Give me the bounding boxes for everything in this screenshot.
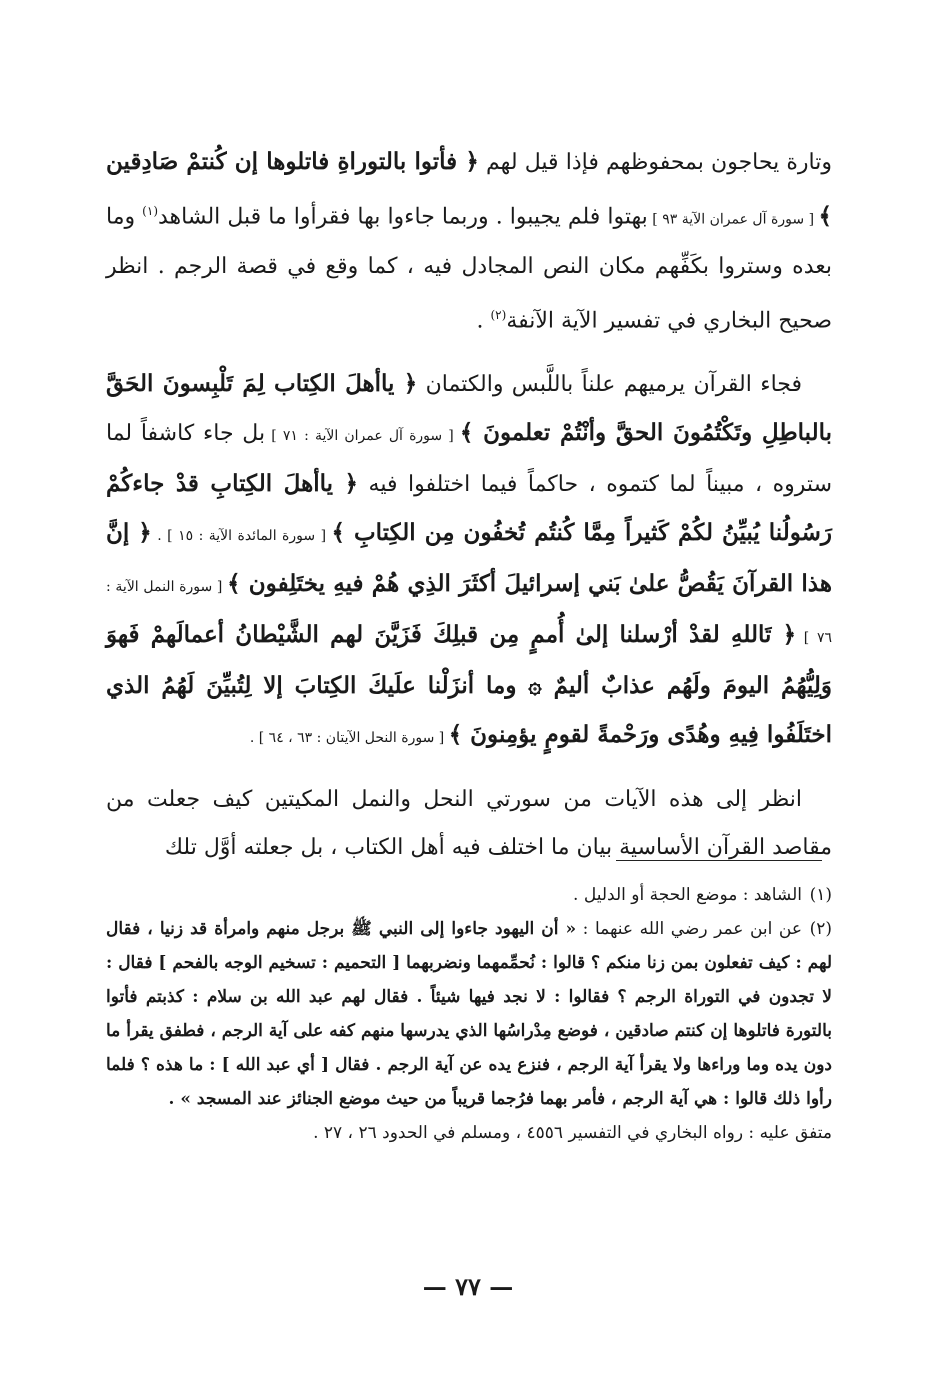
footnote-marker: (١)	[142, 204, 158, 218]
footnote-number: (١)	[809, 885, 832, 905]
paragraph-3	[106, 776, 832, 872]
text: وما بعده وستروا بكَفِّهم مكان النص المجادل فيه ، كما وقع في قصة الرجم . انظر صحيح البخاري في تفسير الآية الآنفة	[106, 204, 832, 334]
text: بل جاء كاشفاً لما ستروه ، مبيناً لما كتموه ، حاكماً فيما اختلفوا فيه	[106, 420, 832, 497]
paragraph-1	[106, 138, 832, 346]
text: .	[476, 308, 491, 334]
verse-reference: [ سورة المائدة الآية : ١٥ ] .	[151, 527, 332, 544]
footnote-1	[106, 878, 832, 912]
verse-reference: [ سورة النمل الآية : ٧٦ ]	[106, 578, 832, 646]
footnote-divider	[616, 860, 822, 861]
text: بهتوا فلم يجيبوا . وربما جاءوا بها فقرأوا ما قبل الشاهد	[158, 204, 648, 230]
quran-quote: ﴿ تَاللهِ لقدْ أرْسلنا إلىٰ أُممٍ مِن قبلِكَ فَزَيَّنَ لهم الشَّيْطانُ أعمالَهمْ فَهوَ وَلِيُّهُمُ اليومَ ولَهُم عذابٌ أليمٌ ۞ وما أنزَلْنا علَيكَ الكِتابَ إلا لِتُبيِّنَ لَهُمُ الذي اختَلَفُوا فِيهِ وهُدًى ورَحْمةً لقومٍ يؤمِنونَ ﴾	[106, 620, 832, 748]
footnote-text: الشاهد : موضع الحجة أو الدليل .	[573, 885, 802, 905]
page-number: — ٧٧ —	[422, 1272, 514, 1301]
footnote-text: عن ابن عمر رضي الله عنهما :	[576, 919, 802, 939]
verse-reference: [ سورة النحل الآيتان : ٦٣ ، ٦٤ ] .	[249, 729, 449, 746]
text: وتارة يحاجون بمحفوظهم فإذا قيل لهم	[478, 150, 832, 175]
text: فجاء القرآن يرميهم علناً باللَّبس والكتمان	[417, 371, 802, 397]
quran-quote: ﴿ فأتوا بالتوراةِ فاتلوها إن كُنتمْ صَادِقين ﴾	[106, 148, 833, 230]
footnotes	[106, 878, 832, 1150]
hadith-quote: « أن اليهود جاءوا إلى النبي ﷺ برجل منهم وامرأة قد زنيا ، فقال لهم : كيف تفعلون بمن زنا منكم ؟ قالوا : نُحمِّمهما ونضربهما [ التحميم : تسخيم الوجه بالفحم ] فقال : لا تجدون في التوراة الرجم ؟ فقالوا : لا نجد فيها شيئاً . فقال لهم عبد الله بن سلام : كذبتم فأتوا بالتورة فاتلوها إن كنتم صادقين ، فوضع مِدْراسُها الذي يدرسها منهم كفه على آية الرجم ، فطفق يقرأ ما دون يده وما وراءها ولا يقرأ آية الرجم ، فنزع يده عن آية الرجم . فقال [ أي عبد الله ] : ما هذه ؟ فلما رأوا ذلك قالوا : هي آية الرجم ، فأمر بهما فرُجما قريباً من حيث موضع الجنائز عند المسجد » .	[106, 919, 832, 1109]
verse-reference: [ سورة آل عمران الآية ٩٣ ]	[647, 211, 819, 228]
quran-quote: ﴿ ياأهلَ الكِتابِ قدْ جاءكُمْ رَسُولُنا يُبيِّنُ لكُمْ كَثيراً مِمَّا كُنتُم تُخفُون مِن الكِتابِ ﴾	[106, 469, 833, 546]
footnote-2	[106, 912, 832, 1116]
quran-quote: ﴿ إنَّ هذا القرآنَ يَقُصُّ علىٰ بَني إسرائيلَ أكثَرَ الذِي هُمْ فيهِ يختَلِفون ﴾	[106, 518, 832, 597]
verse-reference: [ سورة آل عمران الآية : ٧١ ]	[265, 427, 460, 444]
quran-quote: ﴿ ياأهلَ الكِتاب لِمَ تَلْبِسونَ الحَقَّ بالباطِلِ وتَكْتُمُونَ الحقَّ وأنْتُمْ تعلمونَ ﴾	[106, 369, 833, 446]
paragraph-2	[106, 360, 832, 762]
main-text	[106, 138, 832, 886]
footnote-text: متفق عليه : رواه البخاري في التفسير ٤٥٥٦ ، ومسلم في الحدود ٢٦ ، ٢٧ .	[313, 1123, 832, 1143]
footnote-2-source	[106, 1116, 832, 1150]
text: انظر إلى هذه الآيات من سورتي النحل والنمل المكيتين كيف جعلت من مقاصد القرآن الأساسية بيان ما اختلف فيه أهل الكتاب ، بل جعلته أوَّل تلك	[106, 786, 832, 860]
footnote-marker: (٢)	[490, 308, 507, 323]
footnote-number: (٢)	[809, 919, 832, 939]
